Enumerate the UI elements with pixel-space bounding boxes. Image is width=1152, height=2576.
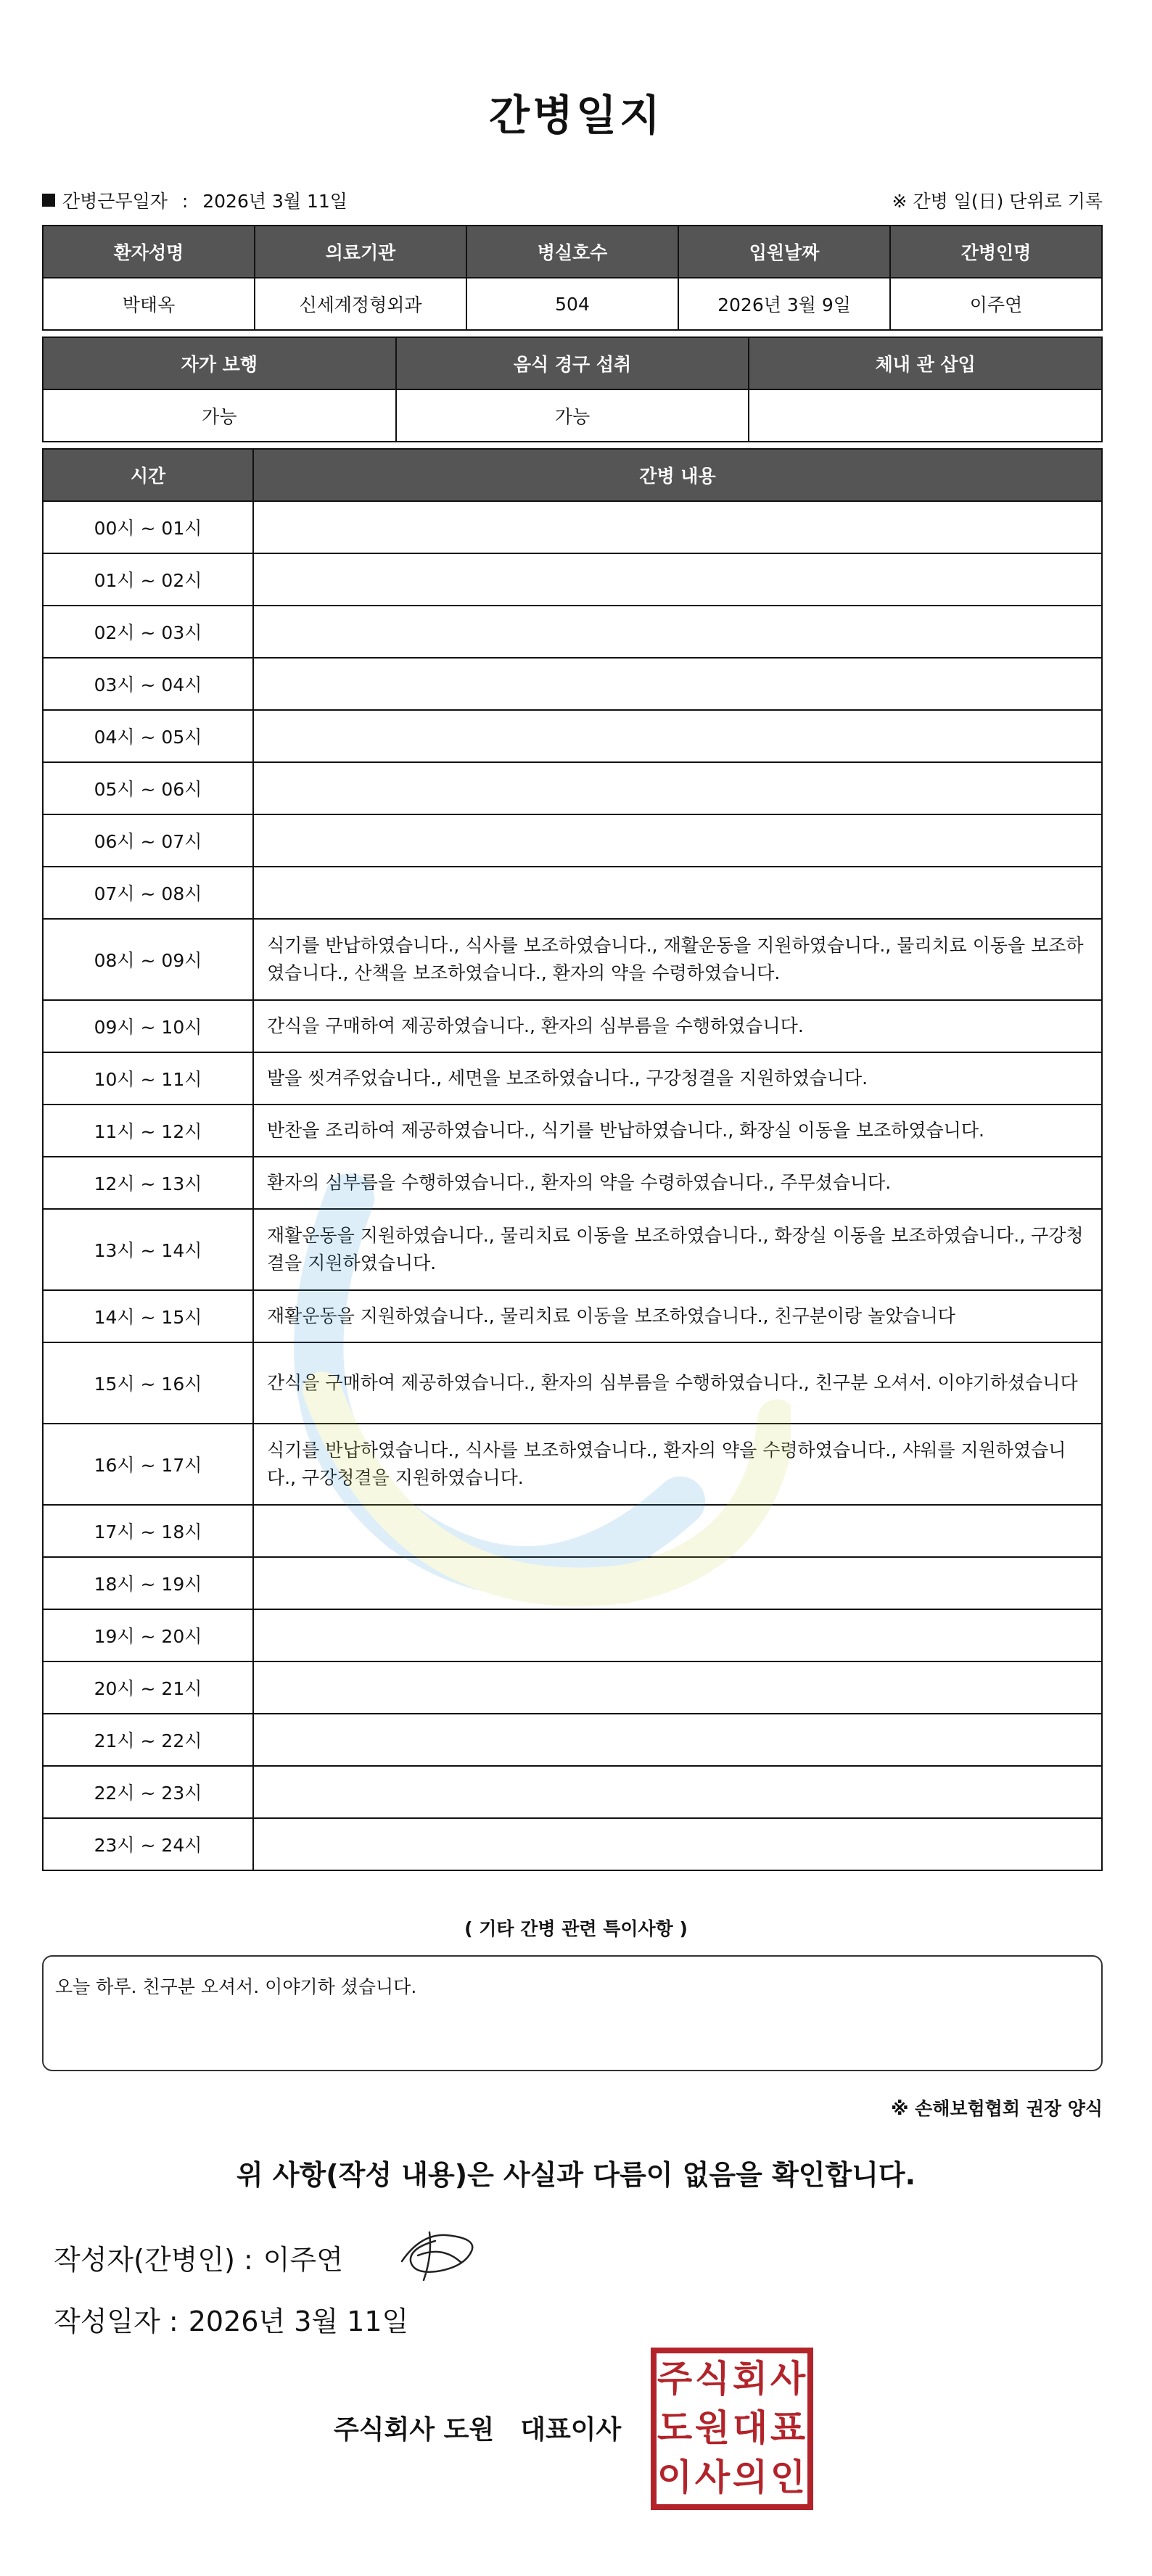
company-name: 주식회사 도원 — [334, 2415, 495, 2445]
log-time: 15시 ~ 16시 — [43, 1342, 253, 1424]
log-row — [43, 1209, 1102, 1290]
written-date-line — [54, 2299, 408, 2339]
patient-name: 박태옥 — [43, 278, 255, 330]
log-time: 11시 ~ 12시 — [43, 1105, 253, 1157]
header-room: 병실호수 — [466, 226, 678, 278]
patient-info-table — [42, 225, 1103, 331]
log-content: 재활운동을 지원하였습니다., 물리치료 이동을 보조하였습니다., 화장실 이동을 보조하였습니다., 구강청결을 지원하였습니다. — [253, 1209, 1102, 1290]
writer-label: 작성자(간병인) : — [54, 2244, 253, 2276]
header-hospital: 의료기관 — [255, 226, 466, 278]
log-content — [253, 1714, 1102, 1766]
seal-char: 인 — [770, 2456, 806, 2498]
log-row — [43, 919, 1102, 1000]
log-content: 재활운동을 지원하였습니다., 물리치료 이동을 보조하였습니다., 친구분이랑 놀았습니다 — [253, 1290, 1102, 1342]
log-time: 06시 ~ 07시 — [43, 814, 253, 867]
log-time: 20시 ~ 21시 — [43, 1661, 253, 1714]
header-admission-date: 입원날짜 — [678, 226, 890, 278]
log-content — [253, 1818, 1102, 1870]
log-row — [43, 606, 1102, 658]
confirmation-statement: 위 사항(작성 내용)은 사실과 다름이 없음을 확인합니다. — [236, 2159, 916, 2191]
log-time: 12시 ~ 13시 — [43, 1157, 253, 1209]
log-time: 16시 ~ 17시 — [43, 1424, 253, 1505]
signature-image — [392, 2219, 486, 2284]
log-time: 09시 ~ 10시 — [43, 1000, 253, 1052]
log-row — [43, 1505, 1102, 1557]
log-row — [43, 762, 1102, 814]
log-row — [43, 501, 1102, 553]
header-tube-insertion: 체내 관 삽입 — [749, 337, 1102, 389]
care-log-body — [43, 501, 1102, 1870]
log-time: 07시 ~ 08시 — [43, 867, 253, 919]
special-notes-box — [42, 1955, 1103, 2071]
log-content — [253, 1609, 1102, 1661]
seal-char: 원 — [694, 2407, 731, 2449]
header-self-walking: 자가 보행 — [43, 337, 396, 389]
log-content — [253, 1505, 1102, 1557]
log-time: 21시 ~ 22시 — [43, 1714, 253, 1766]
seal-char: 표 — [770, 2407, 806, 2449]
writer-line — [54, 2237, 343, 2277]
seal-char: 식 — [694, 2358, 731, 2400]
log-time: 17시 ~ 18시 — [43, 1505, 253, 1557]
log-time: 08시 ~ 09시 — [43, 919, 253, 1000]
log-content: 식기를 반납하였습니다., 식사를 보조하였습니다., 환자의 약을 수령하였습니다., 샤워를 지원하였습니다., 구강청결을 지원하였습니다. — [253, 1424, 1102, 1505]
seal-char: 주 — [657, 2358, 693, 2400]
special-notes-text: 오늘 하루. 친구분 오셔서. 이야기하 셨습니다. — [55, 1976, 417, 1997]
written-date-value: 2026년 3월 11일 — [188, 2305, 409, 2337]
work-date-value: 2026년 3월 11일 — [202, 191, 347, 212]
header-care-content: 간병 내용 — [253, 449, 1102, 501]
log-time: 23시 ~ 24시 — [43, 1818, 253, 1870]
room-number: 504 — [466, 278, 678, 330]
company-title: 대표이사 — [520, 2415, 622, 2445]
hospital-name: 신세계정형외과 — [255, 278, 466, 330]
log-content — [253, 1661, 1102, 1714]
header-patient-name: 환자성명 — [43, 226, 255, 278]
log-content — [253, 501, 1102, 553]
log-content: 환자의 심부름을 수행하였습니다., 환자의 약을 수령하였습니다., 주무셨습니다. — [253, 1157, 1102, 1209]
log-time: 18시 ~ 19시 — [43, 1557, 253, 1609]
log-content: 간식을 구매하여 제공하였습니다., 환자의 심부름을 수행하였습니다., 친구분 오셔서. 이야기하셨습니다 — [253, 1342, 1102, 1424]
caregiver-name: 이주연 — [890, 278, 1102, 330]
log-row — [43, 1609, 1102, 1661]
log-row — [43, 1714, 1102, 1766]
log-content — [253, 1557, 1102, 1609]
log-content — [253, 867, 1102, 919]
work-date — [42, 187, 347, 213]
oral-intake-value: 가능 — [396, 389, 749, 442]
log-time: 03시 ~ 04시 — [43, 658, 253, 710]
log-content — [253, 658, 1102, 710]
admission-date: 2026년 3월 9일 — [678, 278, 890, 330]
log-content: 간식을 구매하여 제공하였습니다., 환자의 심부름을 수행하였습니다. — [253, 1000, 1102, 1052]
log-content — [253, 814, 1102, 867]
header-time: 시간 — [43, 449, 253, 501]
log-content — [253, 710, 1102, 762]
log-content — [253, 606, 1102, 658]
company-seal-stamp — [649, 2346, 815, 2511]
company-signature-line — [334, 2409, 621, 2446]
log-row — [43, 1557, 1102, 1609]
log-row — [43, 1105, 1102, 1157]
seal-char: 이 — [657, 2456, 693, 2498]
log-content — [253, 553, 1102, 606]
log-time: 22시 ~ 23시 — [43, 1766, 253, 1818]
self-walking-value: 가능 — [43, 389, 396, 442]
square-bullet-icon — [42, 194, 55, 207]
seal-char: 의 — [732, 2456, 768, 2498]
log-time: 13시 ~ 14시 — [43, 1209, 253, 1290]
log-row — [43, 553, 1102, 606]
log-row — [43, 1818, 1102, 1870]
work-date-separator: : — [181, 191, 189, 212]
log-row — [43, 1290, 1102, 1342]
writer-name: 이주연 — [263, 2244, 343, 2276]
log-content: 식기를 반납하였습니다., 식사를 보조하였습니다., 재활운동을 지원하였습니다., 물리치료 이동을 보조하였습니다., 산책을 보조하였습니다., 환자의 약을 수령하였습니다. — [253, 919, 1102, 1000]
log-row — [43, 1766, 1102, 1818]
log-row — [43, 1342, 1102, 1424]
log-time: 19시 ~ 20시 — [43, 1609, 253, 1661]
log-row — [43, 1661, 1102, 1714]
patient-ability-table — [42, 337, 1103, 442]
log-row — [43, 658, 1102, 710]
header-caregiver: 간병인명 — [890, 226, 1102, 278]
special-notes-title: ( 기타 간병 관련 특이사항 ) — [464, 1918, 688, 1939]
seal-char: 도 — [657, 2407, 693, 2449]
log-content — [253, 1766, 1102, 1818]
meta-row — [42, 187, 1103, 216]
seal-char: 사 — [770, 2358, 806, 2400]
log-time: 04시 ~ 05시 — [43, 710, 253, 762]
written-date-label: 작성일자 : — [54, 2305, 178, 2337]
log-content: 발을 씻겨주었습니다., 세면을 보조하였습니다., 구강청결을 지원하였습니다. — [253, 1052, 1102, 1105]
log-time: 02시 ~ 03시 — [43, 606, 253, 658]
seal-char: 대 — [732, 2407, 768, 2449]
seal-char: 사 — [694, 2456, 731, 2498]
log-time: 14시 ~ 15시 — [43, 1290, 253, 1342]
log-time: 00시 ~ 01시 — [43, 501, 253, 553]
document-title: 간병일지 — [488, 91, 664, 140]
log-time: 05시 ~ 06시 — [43, 762, 253, 814]
log-content — [253, 762, 1102, 814]
log-row — [43, 1000, 1102, 1052]
header-oral-intake: 음식 경구 섭취 — [396, 337, 749, 389]
care-log-table — [42, 448, 1103, 1871]
tube-insertion-value — [749, 389, 1102, 442]
log-time: 10시 ~ 11시 — [43, 1052, 253, 1105]
log-time: 01시 ~ 02시 — [43, 553, 253, 606]
seal-char: 회 — [732, 2358, 768, 2400]
log-row — [43, 1052, 1102, 1105]
log-row — [43, 1424, 1102, 1505]
log-content: 반찬을 조리하여 제공하였습니다., 식기를 반납하였습니다., 화장실 이동을 보조하였습니다. — [253, 1105, 1102, 1157]
log-row — [43, 710, 1102, 762]
form-source-note: ※ 손해보험협회 권장 양식 — [891, 2098, 1103, 2119]
log-row — [43, 867, 1102, 919]
work-date-label: 간병근무일자 — [62, 191, 168, 212]
recording-note: ※ 간병 일(日) 단위로 기록 — [892, 191, 1103, 212]
log-row — [43, 1157, 1102, 1209]
log-row — [43, 814, 1102, 867]
